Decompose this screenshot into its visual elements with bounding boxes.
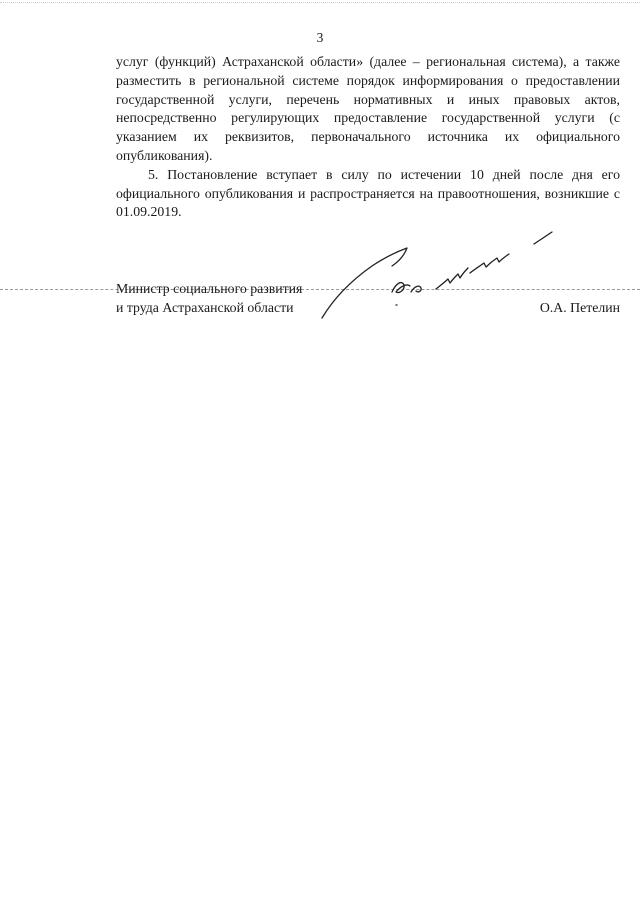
paragraph-continued: услуг (функций) Астраханской области» (далее – региональная система), а также разместить в региональной системе порядок информирования о предоставлении государственной услуги, перечень нормативных и иных правовых актов, непосредственно регулирующих предоставление государственной услуги (с указанием их реквизитов, первоначального источника их официального опубликования). (116, 54, 620, 163)
signer-title (116, 280, 302, 318)
signature-block (116, 280, 620, 330)
document-body (116, 53, 620, 222)
signer-name: О.А. Петелин (539, 299, 620, 315)
page-number: 3 (316, 30, 324, 45)
signer-title-line-2: и труда Астраханской области (116, 299, 294, 315)
scan-top-edge (0, 2, 640, 3)
signer-title-line-1: Министр социального развития (116, 281, 303, 296)
paragraph-5: 5. Постановление вступает в силу по истечении 10 дней после дня его официального опубликования и распространяется на правоотношения, возникшие с 01.09.2019. (116, 166, 620, 220)
